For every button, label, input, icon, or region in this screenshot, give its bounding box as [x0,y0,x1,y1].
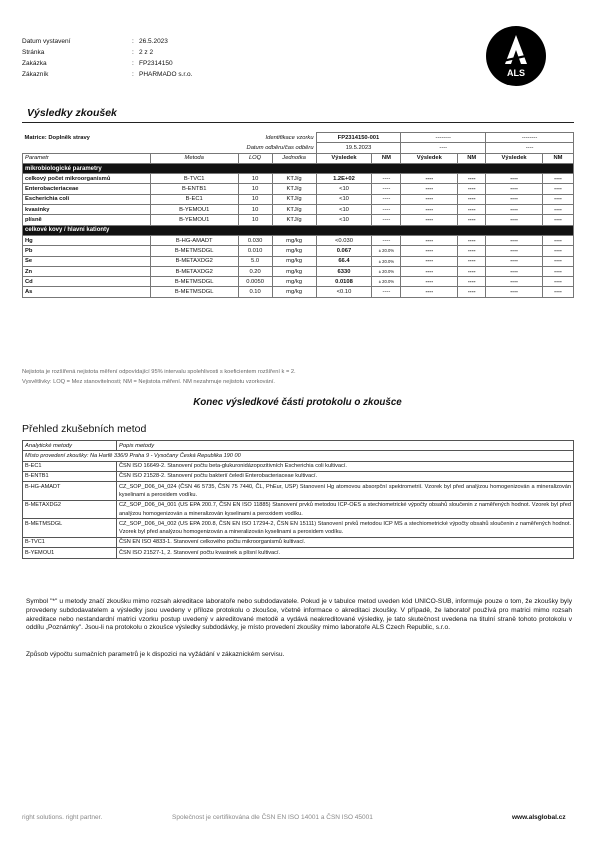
results-table [22,132,574,298]
loq-value: 0.10 [238,287,272,297]
empty-cell: ---- [401,287,458,297]
uncertainty-value: ---- [372,287,401,297]
uncertainty-value: ---- [372,174,401,184]
unit: KTJ/g [272,184,316,194]
header-label: Zákazník [22,71,49,78]
result-value: <0.030 [316,235,372,245]
als-logo-mark [486,26,546,86]
result-row [23,266,574,276]
methods-place-row [23,451,574,461]
header-label: Zakázka [22,60,47,67]
header-value: 2 z 2 [139,49,154,56]
method-code: B-METMSDGL [150,277,238,287]
empty-cell: ---- [458,256,486,266]
empty-cell: ---- [486,256,543,266]
col-header-unit: Jednotka [272,153,316,163]
empty-cell: ---- [401,277,458,287]
method-code: B-YEMOU1 [150,215,238,225]
param-name: kvasinky [23,205,151,215]
result-row [23,215,574,225]
method-code: B-METMSDGL [150,287,238,297]
method-code: B-ENTB1 [150,184,238,194]
empty-cell: ---- [486,235,543,245]
method-description: CZ_SOP_D06_04_001 (US EPA 200.7, ČSN EN ISO 11885) Stanovení prvků metodou ICP-OES a stechiometrické výpočty obsahů sloučenin z naměřených hodnot. Vzorek byl před analýzou homogenizován a mineralizován kyselinami a peroxidem vodíku. [117,500,574,519]
col-header-method: Metoda [150,153,238,163]
empty-cell: ---- [458,184,486,194]
sample-id: FP2314150-001 [316,133,401,143]
accreditation-paragraph: Symbol "*" u metody značí zkoušku mimo rozsah akreditace laboratoře nebo subdodavatele. Pokud je v tabulce metod uveden kód UNICO-SUB, informuje pouze o tom, že zkoušky byly provedeny subdodavatelem a výsledky jsou uvedeny v příloze protokolu o zkoušce, včetně informace o akreditaci zkoušky. V případě, že laboratoř používá pro matrici mimo rozsah akreditace nebo nestandardní matrici vzorku postup uvedený v akreditované metodě a vydává neakreditované výsledky, je tato skutečnost uvedena na titulní straně tohoto protokolu v oddílu „Poznámky". Jsou-li na protokolu o zkoušce výsledky subdodávky, je místo provedení zkoušky mimo laboratoře ALS Czech Republic, s.r.o. [26,598,572,632]
empty-cell: ---- [543,205,574,215]
loq-value: 0.010 [238,246,272,256]
method-row [23,537,574,547]
col-header-result: Výsledek [316,153,372,163]
header-label: Datum vystavení [22,38,71,45]
col-header-param: Parametr [23,153,151,163]
empty-cell: ---- [543,194,574,204]
method-description: CZ_SOP_D06_04_024 (ČSN 46 5735, ČSN 75 7440, ČL, PhEur, USP) Stanovení Hg atomovou absorpční spektrometrií. Vzorek byl před analýzou homogenizován a mineralizován kyselinami a peroxidem vodíku. [117,482,574,501]
uncertainty-value: ---- [372,184,401,194]
result-value: 6330 [316,266,372,276]
legend-note: Vysvětlivky: LOQ = Mez stanovitelnosti; NM = Nejistota měření. NM nezahrnuje nejistotu vzorkování. [22,379,275,385]
empty-cell: ---- [458,194,486,204]
empty-cell: ---- [401,246,458,256]
method-description: ČSN ISO 21528-2. Stanovení počtu bakterií čeledi Enterobacteriaceae kultivací. [117,471,574,481]
param-name: Pb [23,246,151,256]
loq-value: 10 [238,205,272,215]
unit: KTJ/g [272,194,316,204]
method-code: B-METAXDG2 [23,500,117,519]
method-code: B-HG-AMADT [150,235,238,245]
empty-cell: ---- [401,215,458,225]
methods-body [23,461,574,558]
result-value: 0.0108 [316,277,372,287]
empty-cell: ---- [486,194,543,204]
result-value: 0.067 [316,246,372,256]
empty-cell: ---- [401,174,458,184]
unit: mg/kg [272,287,316,297]
test-location: Místo provedení zkoušky: Na Harfě 336/9 Praha 9 - Vysočany Česká Republika 190 00 [23,451,574,461]
method-code: B-EC1 [23,461,117,471]
empty-cell: ---- [458,205,486,215]
methods-table [22,440,574,559]
empty-cell: ---- [486,184,543,194]
uncertainty-value: ± 20.0% [372,256,401,266]
result-value: <0.10 [316,287,372,297]
column-header-row [23,153,574,163]
param-name: Enterobacteriaceae [23,184,151,194]
section-title: celkové kovy / hlavní kationty [23,225,574,235]
method-description: ČSN ISO 16649-2. Stanovení počtu beta-glukuronidázopozitivních Escherichia coli kultivací. [117,461,574,471]
uncertainty-note: Nejistota je rozšířená nejistota měření odpovídající 95% intervalu spolehlivosti s koeficientem rozšíření k = 2. [22,369,296,375]
result-row [23,287,574,297]
result-row [23,277,574,287]
method-code: B-TVC1 [150,174,238,184]
unit: mg/kg [272,277,316,287]
result-value: <10 [316,215,372,225]
method-code: B-HG-AMADT [23,482,117,501]
unit: mg/kg [272,256,316,266]
sample-date-label: Datum odběru/čas odběru [246,144,314,151]
method-row [23,519,574,538]
method-row [23,500,574,519]
sample-id: -------- [486,133,574,143]
param-name: plísně [23,215,151,225]
result-value: 66.4 [316,256,372,266]
result-value: <10 [316,194,372,204]
col-header-nm: NM [458,153,486,163]
result-row [23,256,574,266]
loq-value: 5.0 [238,256,272,266]
result-row [23,205,574,215]
result-value: <10 [316,205,372,215]
method-row [23,482,574,501]
param-name: Zn [23,266,151,276]
empty-cell: ---- [486,174,543,184]
method-code: B-EC1 [150,194,238,204]
result-row [23,194,574,204]
empty-cell: ---- [543,215,574,225]
method-description: ČSN ISO 21527-1, 2. Stanovení počtu kvasinek a plísní kultivací. [117,548,574,558]
empty-cell: ---- [458,277,486,287]
result-row [23,174,574,184]
result-row [23,184,574,194]
unit: KTJ/g [272,215,316,225]
method-row [23,461,574,471]
unit: mg/kg [272,266,316,276]
uncertainty-value: ± 20.0% [372,266,401,276]
footer-website-link[interactable]: www.alsglobal.cz [512,814,566,821]
empty-cell: ---- [543,174,574,184]
end-of-results-title: Konec výsledkové části protokolu o zkoušce [193,397,402,408]
empty-cell: ---- [486,277,543,287]
sample-id: -------- [401,133,486,143]
als-logo [486,26,546,86]
header-value: 26.5.2023 [139,38,168,45]
loq-value: 10 [238,194,272,204]
calculation-paragraph: Způsob výpočtu sumačních parametrů je k dispozici na vyžádání v zákaznickém servisu. [26,651,285,658]
result-value: <10 [316,184,372,194]
method-row [23,548,574,558]
col-header-nm: NM [372,153,401,163]
unit: KTJ/g [272,205,316,215]
methods-title: Přehled zkušebních metod [22,423,147,435]
section-header-row [23,225,574,235]
empty-cell: ---- [401,194,458,204]
col-header-result: Výsledek [401,153,458,163]
param-name: As [23,287,151,297]
method-code: B-YEMOU1 [150,205,238,215]
empty-cell: ---- [401,184,458,194]
method-code: B-ENTB1 [23,471,117,481]
empty-cell: ---- [486,205,543,215]
section-title: mikrobiologické parametry [23,163,574,173]
footer-tagline: right solutions. right partner. [22,814,103,821]
col-header-nm: NM [543,153,574,163]
unit: KTJ/g [272,174,316,184]
unit: mg/kg [272,246,316,256]
empty-cell: ---- [543,235,574,245]
empty-cell: ---- [401,205,458,215]
empty-cell: ---- [486,287,543,297]
method-code: B-TVC1 [23,537,117,547]
matrix-label: Matrice: Doplněk stravy [24,134,90,141]
sample-date: ---- [401,143,486,153]
param-name: Cd [23,277,151,287]
methods-col-desc: Popis metody [117,441,574,451]
param-name: Hg [23,235,151,245]
empty-cell: ---- [543,184,574,194]
als-logo-text: ALS [507,68,525,78]
uncertainty-value: ± 20.0% [372,246,401,256]
param-name: Se [23,256,151,266]
loq-value: 0.0050 [238,277,272,287]
method-code: B-YEMOU1 [23,548,117,558]
empty-cell: ---- [458,215,486,225]
col-header-result: Výsledek [486,153,543,163]
result-row [23,235,574,245]
empty-cell: ---- [543,246,574,256]
loq-value: 0.20 [238,266,272,276]
results-body [23,163,574,297]
section-header-row [23,163,574,173]
uncertainty-value: ---- [372,194,401,204]
method-description: ČSN EN ISO 4833-1. Stanovení celkového počtu mikroorganismů kultivací. [117,537,574,547]
method-code: B-METAXDG2 [150,266,238,276]
sample-id-label: Identifikace vzorku [265,134,314,141]
method-row [23,471,574,481]
col-header-loq: LOQ [238,153,272,163]
sample-date: 19.5.2023 [316,143,401,153]
empty-cell: ---- [486,246,543,256]
loq-value: 0.030 [238,235,272,245]
header-value: FP2314150 [139,60,173,67]
uncertainty-value: ---- [372,235,401,245]
loq-value: 10 [238,174,272,184]
loq-value: 10 [238,184,272,194]
method-code: B-METAXDG2 [150,256,238,266]
empty-cell: ---- [401,266,458,276]
footer-certification: Společnost je certifikována dle ČSN EN ISO 14001 a ČSN ISO 45001 [172,814,373,821]
param-name: Escherichia coli [23,194,151,204]
header-label: Stránka [22,49,45,56]
methods-header-row [23,441,574,451]
empty-cell: ---- [401,235,458,245]
header-value: PHARMADO s.r.o. [139,71,193,78]
empty-cell: ---- [401,256,458,266]
empty-cell: ---- [458,235,486,245]
empty-cell: ---- [543,266,574,276]
empty-cell: ---- [543,287,574,297]
uncertainty-value: ± 20.0% [372,277,401,287]
divider [22,122,574,123]
methods-col-code: Analytické metody [23,441,117,451]
method-code: B-METMSDGL [150,246,238,256]
result-row [23,246,574,256]
date-row [23,143,574,153]
method-description: CZ_SOP_D06_04_002 (US EPA 200.8, ČSN EN ISO 17294-2, ČSN EN 15111) Stanovení prvků metodou ICP MS a stechiometrické výpočty obsahů sloučenin z naměřených hodnot. Vzorek byl před analýzou homogenizován a mineralizován kyselinami a peroxidem vodíku. [117,519,574,538]
empty-cell: ---- [458,174,486,184]
sample-date: ---- [486,143,574,153]
uncertainty-value: ---- [372,215,401,225]
result-value: 1.2E+02 [316,174,372,184]
matrix-row [23,133,574,143]
unit: mg/kg [272,235,316,245]
uncertainty-value: ---- [372,205,401,215]
empty-cell: ---- [458,266,486,276]
results-title: Výsledky zkoušek [27,107,117,119]
loq-value: 10 [238,215,272,225]
empty-cell: ---- [543,277,574,287]
empty-cell: ---- [458,246,486,256]
empty-cell: ---- [543,256,574,266]
method-code: B-METMSDGL [23,519,117,538]
empty-cell: ---- [486,266,543,276]
empty-cell: ---- [486,215,543,225]
empty-cell: ---- [458,287,486,297]
param-name: celkový počet mikroorganismů [23,174,151,184]
